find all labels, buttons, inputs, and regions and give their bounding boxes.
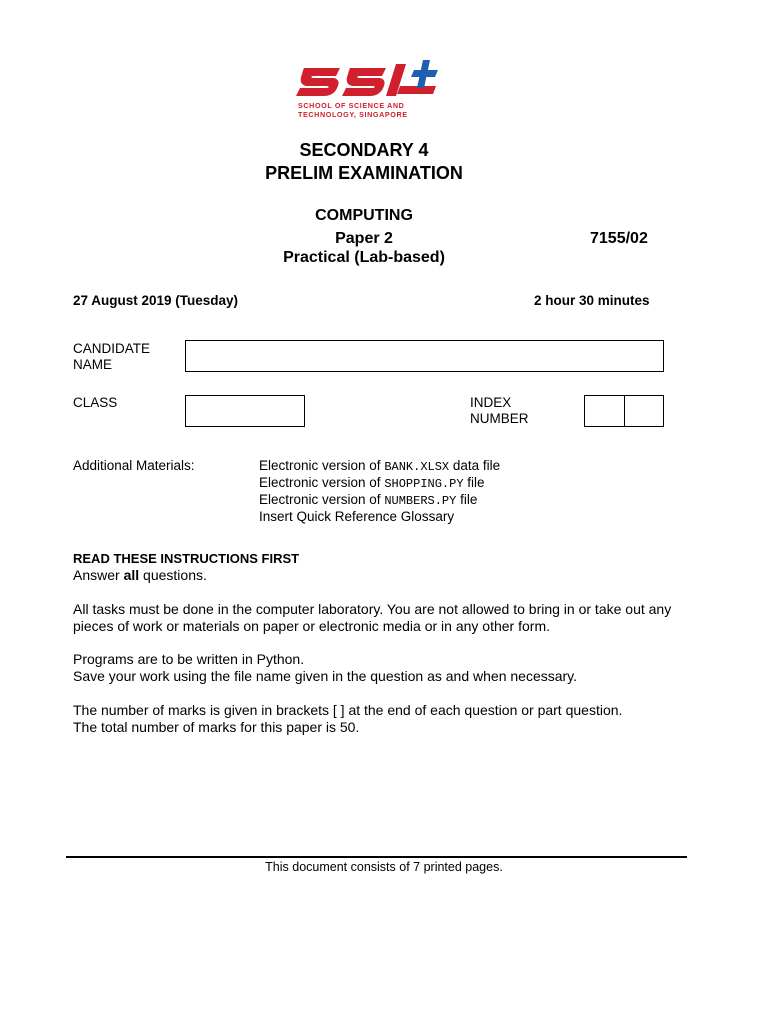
instruction-marks [73, 702, 622, 736]
instruction-marks-line1: The number of marks is given in brackets [ ] at the end of each question or part question. [73, 702, 623, 718]
footer-rule [66, 856, 687, 858]
logo-line-1: SCHOOL OF SCIENCE AND [298, 101, 405, 110]
page-count-note: This document consists of 7 printed pages. [265, 860, 503, 874]
exam-date: 27 August 2019 (Tuesday) [73, 293, 239, 308]
candidate-name-field[interactable] [185, 340, 664, 372]
index-label-line1: INDEX [470, 395, 512, 410]
class-label: CLASS [73, 395, 118, 410]
index-number-field[interactable] [584, 395, 664, 427]
materials-label: Additional Materials: [73, 458, 195, 473]
index-box-divider [624, 396, 625, 426]
sst-logo-icon [296, 58, 446, 102]
material-item: Electronic version of SHOPPING.PY file [259, 475, 485, 491]
candidate-name-label [73, 341, 150, 373]
index-number-label [470, 395, 529, 427]
subject-title: COMPUTING [315, 207, 413, 224]
instruction-marks-line2: The total number of marks for this paper is 50. [73, 719, 360, 735]
instruction-python-line1: Programs are to be written in Python. [73, 651, 305, 667]
candidate-label-line1: CANDIDATE [73, 341, 151, 356]
instructions-heading: READ THESE INSTRUCTIONS FIRST [73, 551, 300, 566]
school-logo [296, 58, 446, 122]
material-item: Electronic version of BANK.XLSX data file [259, 458, 501, 474]
exam-duration: 2 hour 30 minutes [534, 293, 650, 308]
level-title: SECONDARY 4 [299, 140, 429, 160]
instruction-lab: All tasks must be done in the computer laboratory. You are not allowed to bring in or take out any pieces of work or materials on paper or electronic media or in any other form. [73, 601, 672, 634]
paper-code: 7155/02 [590, 230, 648, 247]
exam-title: PRELIM EXAMINATION [265, 163, 463, 183]
candidate-label-line2: NAME [73, 357, 113, 372]
instruction-python [73, 651, 577, 685]
instruction-answer: Answer all questions. [73, 567, 207, 583]
paper-title: Paper 2 [335, 230, 393, 247]
logo-line-2: TECHNOLOGY, SINGAPORE [298, 110, 408, 119]
paper-type: Practical (Lab-based) [283, 249, 445, 266]
materials-list [259, 458, 500, 525]
class-field[interactable] [185, 395, 305, 427]
material-item: Insert Quick Reference Glossary [259, 509, 455, 524]
index-label-line2: NUMBER [470, 411, 529, 426]
instruction-python-line2: Save your work using the file name given in the question as and when necessary. [73, 668, 578, 684]
material-item: Electronic version of NUMBERS.PY file [259, 492, 478, 508]
